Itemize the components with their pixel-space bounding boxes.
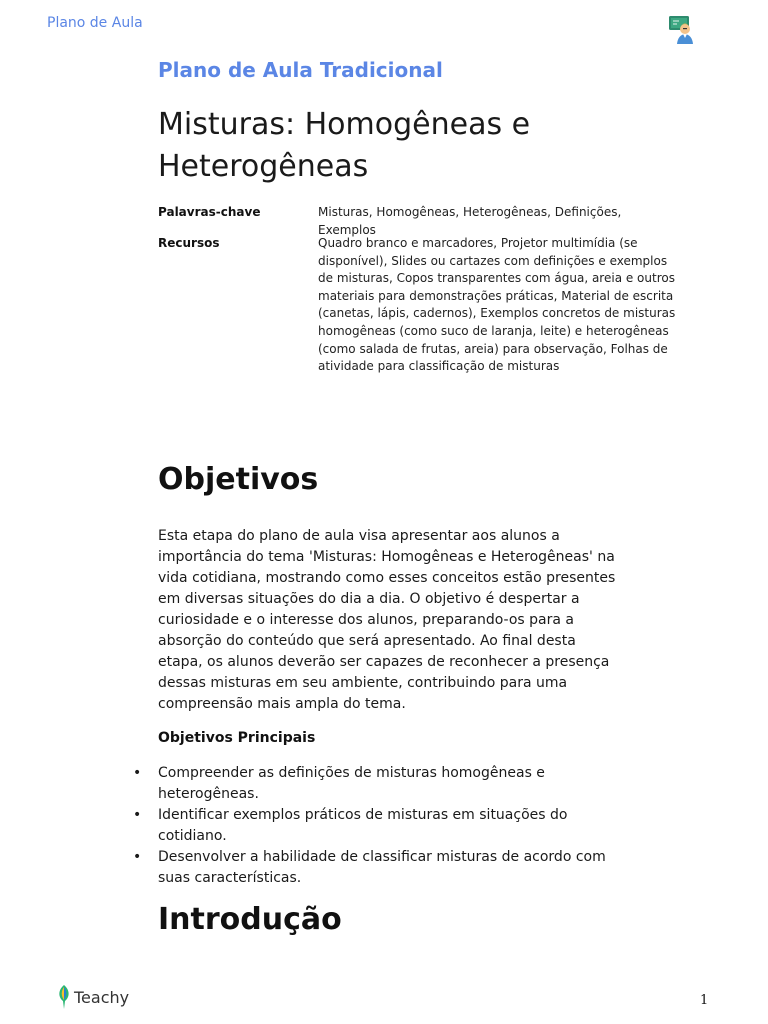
list-item: • Identificar exemplos práticos de misturas em situações do cotidiano.: [158, 805, 628, 847]
document-title: Misturas: Homogêneas e Heterogêneas: [158, 107, 531, 184]
brand-name: Teachy: [74, 987, 130, 1007]
header-label: Plano de Aula: [47, 15, 143, 31]
metadata-value: Quadro branco e marcadores, Projetor multimídia (se disponível), Slides ou cartazes com definições e exemplos de misturas, Copos transparentes com água, areia e outros materiais para demonstrações práticas, Material de escrita (canetas, lápis, cadernos), Exemplos concretos de misturas homogêneas (como suco de laranja, leite) e heterogêneas (como salada de frutas, areia) para observação, Folhas de atividade para classificação de misturas: [318, 236, 676, 374]
metadata-key: Recursos: [158, 236, 220, 250]
objectives-list: [158, 763, 628, 889]
list-item: • Desenvolver a habilidade de classificar misturas de acordo com suas características.: [158, 847, 628, 889]
metadata-value: Misturas, Homogêneas, Heterogêneas, Definições, Exemplos: [318, 205, 622, 237]
leaf-icon: [57, 984, 71, 1010]
document-kicker: Plano de Aula Tradicional: [158, 58, 443, 82]
teacher-icon: [668, 15, 696, 45]
page-number: 1: [700, 993, 709, 1008]
list-item: • Compreender as definições de misturas homogêneas e heterogêneas.: [158, 763, 628, 805]
section-heading-introduction: Introdução: [158, 902, 342, 937]
objectives-subheading: Objetivos Principais: [158, 730, 316, 746]
metadata-key: Palavras-chave: [158, 205, 261, 219]
objectives-paragraph: Esta etapa do plano de aula visa apresentar aos alunos a importância do tema 'Misturas: Homogêneas e Heterogêneas' na vida cotidiana, mostrando como esses conceitos estão presentes em diversas situações do dia a dia. O objetivo é despertar a curiosidade e o interesse dos alunos, preparando-os para a absorção do conteúdo que será apresentado. Ao final desta etapa, os alunos deverão ser capazes de reconhecer a presença dessas misturas em seu ambiente, contribuindo para uma compreensão mais ampla do tema.: [158, 528, 616, 712]
section-heading-objectives: Objetivos: [158, 462, 319, 497]
teachy-logo: [57, 984, 129, 1010]
